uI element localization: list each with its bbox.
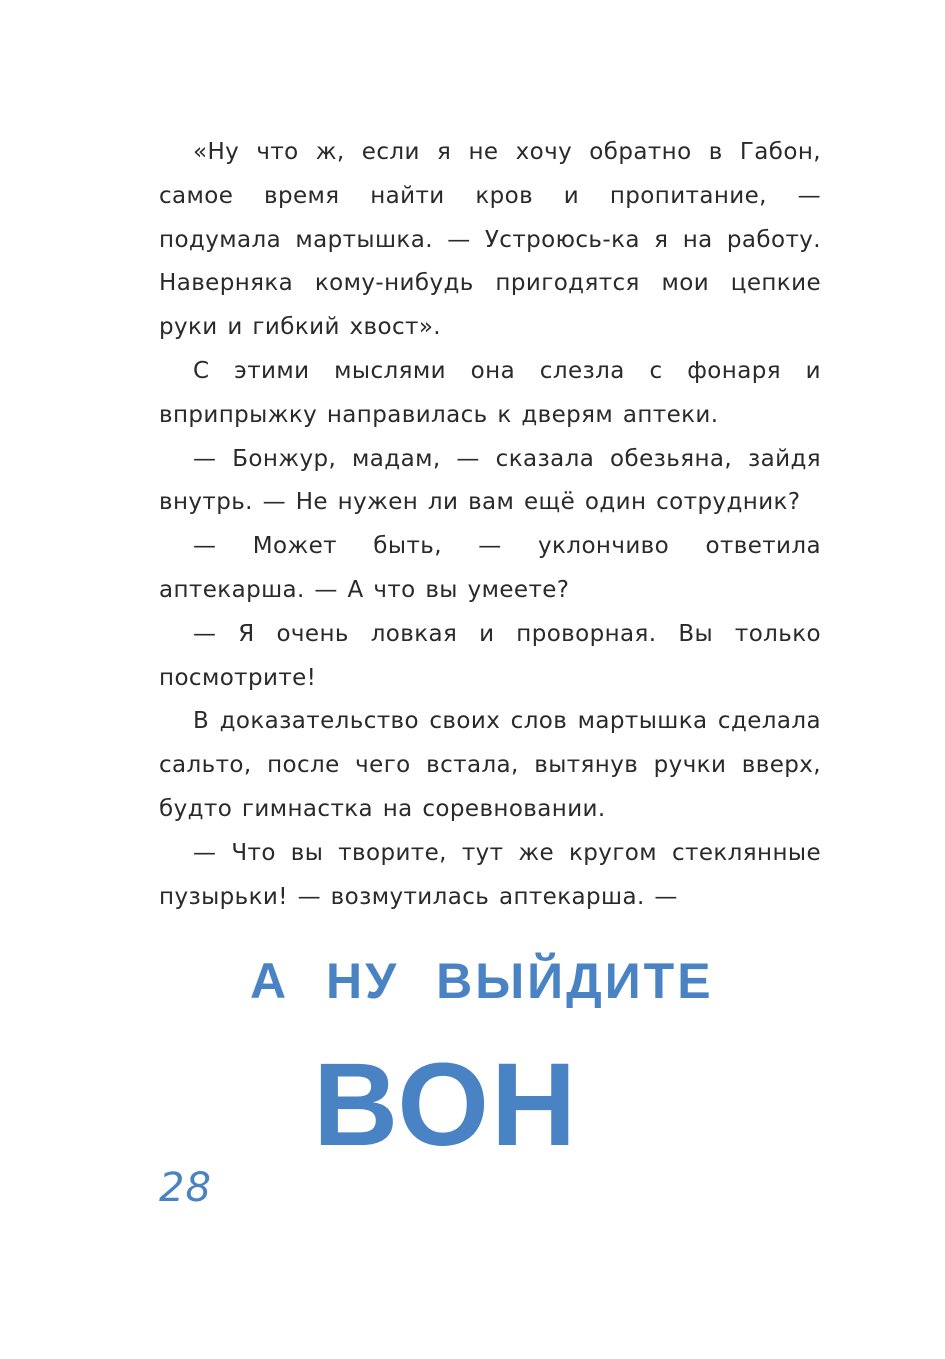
paragraph-4: — Может быть, — уклончиво ответила аптекарша. — А что вы умеете? <box>159 533 821 603</box>
exclamation-line-2: ВОН <box>313 1039 579 1171</box>
paragraph-2: С этими мыслями она слезла с фонаря и вприпрыжку направилась к дверям аптеки. <box>159 357 821 428</box>
paragraph-1: «Ну что ж, если я не хочу обратно в Габон, самое время найти кров и пропитание, — подумала мартышка. — Устроюсь-ка я на работу. Наверняка кому-нибудь пригодятся мои цепкие руки и гибкий хвост». <box>159 139 821 341</box>
paragraph-6: В доказательство своих слов мартышка сделала сальто, после чего встала, вытянув ручки вверх, будто гимнастка на соревновании. <box>159 708 821 822</box>
paragraph-5: — Я очень ловкая и проворная. Вы только посмотрите! <box>159 620 821 691</box>
exclamation-line-1: А НУ ВЫЙДИТЕ <box>250 953 714 1009</box>
paragraph-7: — Что вы творите, тут же кругом стеклянные пузырьки! — возмутилась аптекарша. — <box>159 839 821 910</box>
body-text <box>159 131 821 919</box>
paragraph-3: — Бонжур, мадам, — сказала обезьяна, зайдя внутрь. — Не нужен ли вам ещё один сотрудник? <box>159 445 821 516</box>
page-number: 28 <box>159 1165 212 1211</box>
